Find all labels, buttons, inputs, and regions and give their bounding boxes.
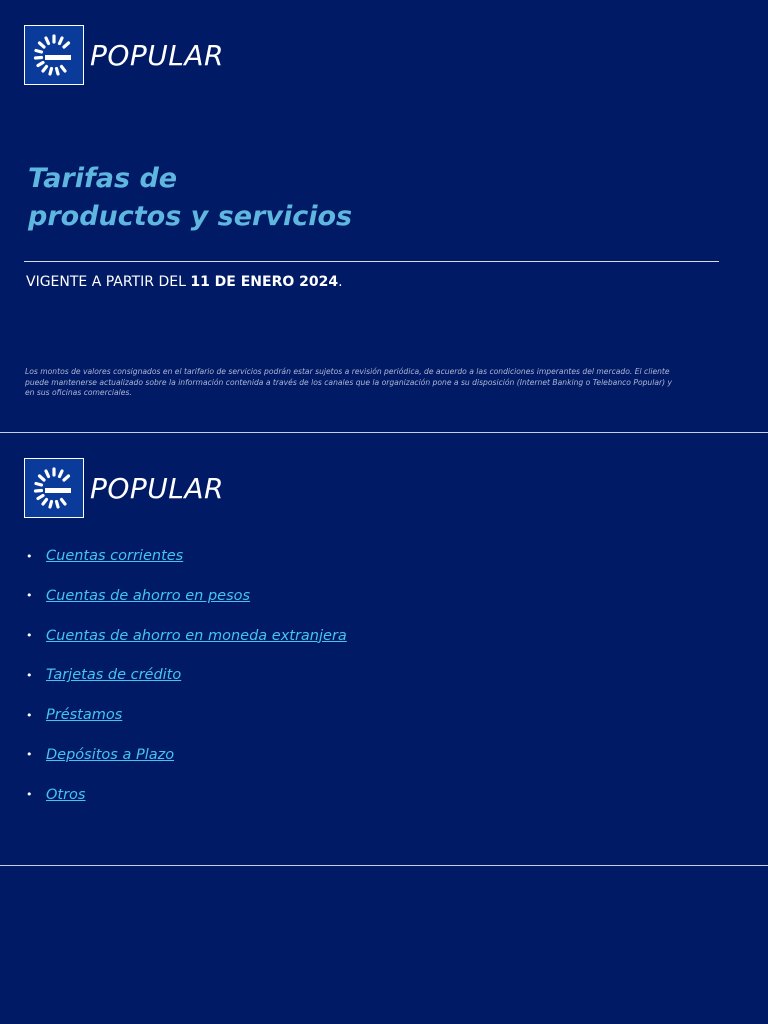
link-prestamos[interactable]: Préstamos — [46, 707, 123, 724]
title-line-2: productos y servicios — [28, 201, 353, 232]
list-item — [24, 586, 347, 606]
popular-logo — [24, 458, 224, 518]
list-item — [24, 665, 347, 685]
popular-emblem-icon — [24, 458, 84, 518]
brand-name: POPULAR — [90, 471, 225, 505]
popular-logo — [24, 25, 224, 85]
disclaimer-text: Los montos de valores consignados en el tarifario de servicios podrán estar sujetos a revisión periódica, de acuerdo a las condiciones imperantes del mercado. El cliente puede mantenerse actualizado sobre la información contenida a través de los canales que la organización pone a su disposición (Internet Banking o Telebanco Popular) y en sus oficinas comerciales. — [25, 367, 672, 397]
title-line-1: Tarifas de — [28, 163, 178, 194]
bullet: • — [26, 629, 33, 643]
link-cuentas-corrientes[interactable]: Cuentas corrientes — [46, 548, 184, 564]
list-item — [24, 785, 347, 805]
list-item — [24, 745, 347, 765]
title-divider — [24, 261, 719, 262]
link-tarjetas-credito[interactable]: Tarjetas de crédito — [46, 667, 182, 684]
list-item — [24, 626, 347, 646]
cover-slide — [0, 0, 768, 432]
index-slide — [0, 433, 768, 865]
product-index-list — [24, 546, 347, 825]
link-cuentas-ahorro-moneda-extranjera[interactable]: Cuentas de ahorro en moneda extranjera — [46, 627, 347, 644]
bullet: • — [26, 668, 33, 682]
effective-date-value: 11 DE ENERO 2024 — [190, 274, 339, 290]
effective-date — [26, 274, 343, 290]
list-item — [24, 546, 347, 566]
bullet: • — [26, 788, 33, 802]
bullet: • — [26, 708, 33, 722]
effective-date-suffix: . — [338, 274, 343, 290]
page-title — [28, 160, 352, 236]
bullet: • — [26, 748, 33, 762]
bullet: • — [26, 589, 33, 603]
list-item — [24, 705, 347, 725]
link-otros[interactable]: Otros — [46, 786, 86, 803]
popular-emblem-icon — [24, 25, 84, 85]
brand-name: POPULAR — [90, 38, 225, 72]
effective-date-prefix: VIGENTE A PARTIR DEL — [26, 274, 191, 290]
bullet: • — [26, 549, 33, 563]
link-cuentas-ahorro-pesos[interactable]: Cuentas de ahorro en pesos — [46, 587, 251, 604]
slide-divider — [0, 865, 768, 866]
link-depositos-plazo[interactable]: Depósitos a Plazo — [46, 746, 175, 763]
